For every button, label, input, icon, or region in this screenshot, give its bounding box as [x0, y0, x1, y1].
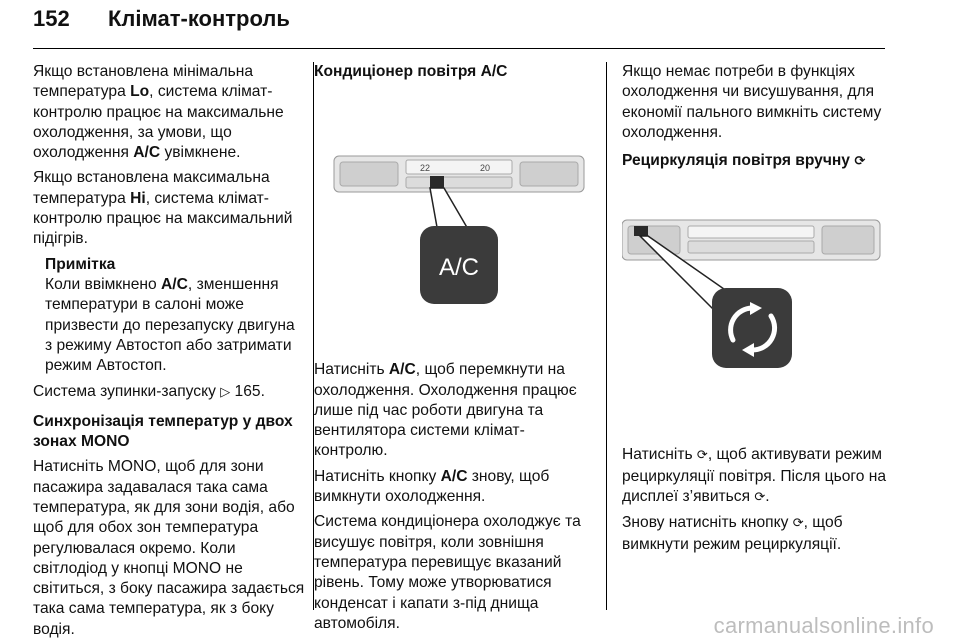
column-2 [314, 62, 590, 639]
display-temp-right: 20 [480, 163, 491, 174]
recirculation-icon: ⟳ [854, 154, 866, 170]
note-box [33, 255, 305, 377]
recirculation-button-large [712, 288, 792, 368]
ac-button-label: A/C [438, 254, 480, 282]
paragraph-economy: Якщо немає потреби в функціях охолодження чи висушування, для економії пального вимкніть систему охолодження. [622, 63, 882, 141]
ac-panel-illustration [314, 94, 590, 348]
note-text: Коли ввімкнено A/C, зменшення температури в салоні може призвести до перезапуску двигуна з режиму Автостоп або затримати режим Автостоп. [45, 275, 295, 375]
paragraph-recirculation-off: Знову натисніть кнопку ⟳, щоб вимкнути режим рециркуляції. [622, 514, 843, 553]
paragraph-ac-condensate: Система кондиціонера охолоджує та висушує повітря, коли зовнішня температура перевищує вказаний рівень. Тому може утворюватися конденсат і капати з-під днища автомобіля. [314, 513, 581, 632]
recirculation-button-small [634, 226, 648, 236]
column-divider-2 [606, 62, 607, 610]
watermark: carmanualsonline.info [713, 613, 934, 638]
page-number: 152 [33, 6, 70, 31]
figure-ac-button [314, 94, 590, 348]
paragraph-ac-off: Натисніть кнопку A/C знову, щоб вимкнути охолодження. [314, 467, 550, 506]
ac-button-small [430, 176, 444, 188]
heading-recirculation: Рециркуляція повітря вручну ⟳ [622, 152, 866, 170]
page-reference-icon: ▷ [220, 385, 231, 401]
page-title: Клімат-контроль [108, 6, 290, 31]
figure-recirculation-button [622, 212, 892, 417]
display-temp-left: 22 [420, 163, 431, 174]
paragraph-hi: Якщо встановлена максимальна температура Hi, система клімат-контролю працює на максимальний підігрів. [33, 169, 293, 248]
panel-display [688, 226, 814, 238]
recirculation-panel-illustration [622, 212, 892, 417]
note-title: Примітка [45, 255, 116, 273]
panel-button-row [688, 241, 814, 253]
column-3 [622, 62, 892, 560]
recirculation-icon: ⟳ [792, 516, 804, 532]
panel-right-knob [822, 226, 874, 254]
panel-button-row [406, 177, 512, 188]
column-1 [33, 62, 305, 642]
header-rule [33, 48, 885, 49]
paragraph-ac-on: Натисніть A/C, щоб перемкнути на охолодження. Охолодження працює лише під час роботи двигуна та вентилятора системи клімат-контролю. [314, 361, 577, 460]
heading-mono: Синхронізація температур у двох зонах MONO [33, 412, 293, 451]
heading-ac: Кондиціонер повітря A/C [314, 63, 508, 80]
recirculation-icon: ⟳ [696, 448, 708, 464]
paragraph-recirculation-on: Натисніть ⟳, щоб активувати режим рециркуляції повітря. Після цього на дисплеї з’явиться ⟳. [622, 446, 887, 506]
recirculation-icon: ⟳ [754, 490, 766, 506]
panel-right-knob [520, 162, 578, 186]
paragraph-stop-start: Система зупинки-запуску ▷ 165. [33, 383, 265, 401]
paragraph-lo: Якщо встановлена мінімальна температура Lo, система клімат-контролю працює на максимальне охолодження, за умови, що охолодження A/C увімкнене. [33, 63, 284, 162]
panel-left-knob [340, 162, 398, 186]
paragraph-mono: Натисніть MONO, щоб для зони пасажира задавалася така сама температура, як для зони водія, або щоб для обох зон температура регулювалася окремо. Коли світлодіод у кнопці MONO не світиться, з боку пасажира задається така сама температура, як з боку водія. [33, 458, 305, 638]
